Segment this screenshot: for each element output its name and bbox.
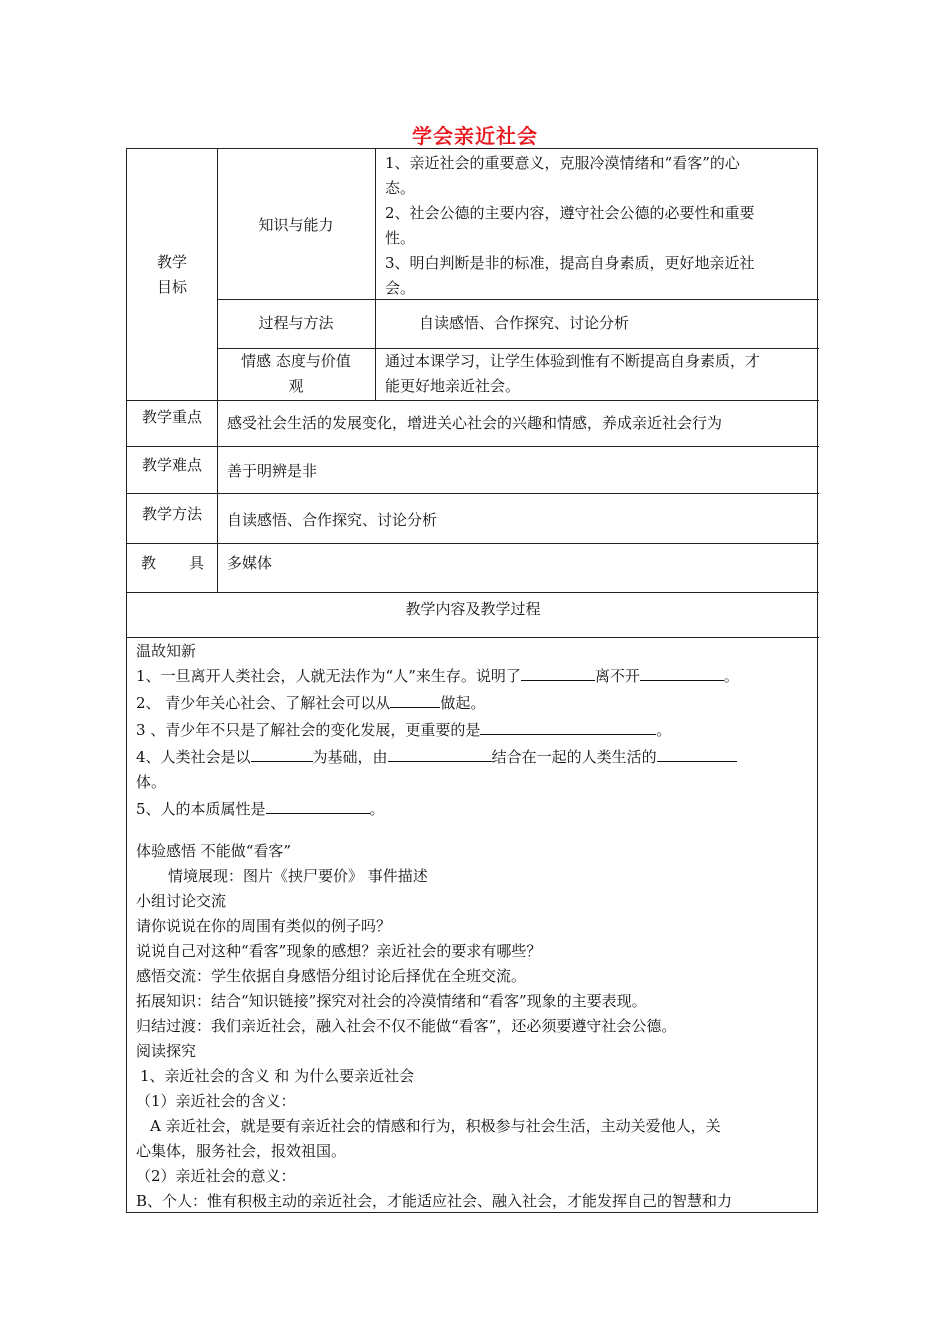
row-divider — [127, 592, 819, 593]
method-content: 自读感悟、合作探究、讨论分析 — [227, 511, 438, 529]
review-section — [136, 639, 739, 822]
fill-blank[interactable] — [388, 745, 492, 762]
fill-blank[interactable] — [640, 664, 724, 681]
objectives-label: 教学 目标 — [156, 253, 187, 296]
review-question-4: 4、人类社会是以 为基础，由 结合在一起的人类生活的 — [136, 745, 739, 770]
fill-blank[interactable] — [480, 718, 656, 735]
reading-sub-1: （1）亲近社会的含义： — [136, 1092, 296, 1110]
tools-content: 多媒体 — [227, 554, 273, 572]
reading-b-line-1: B、个人：惟有积极主动的亲近社会，才能适应社会、融入社会，才能发挥自己的智慧和力 — [136, 1192, 733, 1210]
row-divider — [127, 543, 819, 544]
difficulty-label: 教学难点 — [141, 456, 202, 474]
key-point-content: 感受社会生活的发展变化，增进关心社会的兴趣和情感，养成亲近社会行为 — [227, 414, 723, 432]
process-header: 教学内容及教学过程 — [405, 600, 541, 618]
experience-extend: 拓展知识：结合“知识链接”探究对社会的冷漠情绪和“看客”现象的主要表现。 — [136, 992, 647, 1010]
fill-blank[interactable] — [266, 797, 370, 814]
tools-label-left: 教 — [141, 554, 157, 572]
lesson-plan-table — [126, 148, 818, 1213]
fill-blank[interactable] — [521, 664, 595, 681]
experience-transition: 归结过渡：我们亲近社会，融入社会不仅不能做“看客”，还必须要遵守社会公德。 — [136, 1017, 677, 1035]
row-divider — [127, 446, 819, 447]
experience-ask-1: 请你说说在你的周围有类似的例子吗？ — [136, 917, 392, 935]
review-question-3: 3 、青少年不只是了解社会的变化发展，更重要的是 。 — [136, 718, 739, 743]
difficulty-content: 善于明辨是非 — [227, 462, 318, 480]
row-divider — [127, 637, 819, 638]
experience-share: 感悟交流：学生依据自身感悟分组讨论后择优在全班交流。 — [136, 967, 527, 985]
fill-blank[interactable] — [390, 691, 440, 708]
process-method-label: 过程与方法 — [258, 314, 334, 332]
review-question-2: 2、 青少年关心社会、了解社会可以从 做起。 — [136, 691, 739, 716]
reading-item-1: 1、亲近社会的含义 和 为什么要亲近社会 — [140, 1067, 415, 1085]
experience-ask-2: 说说自己对这种“看客”现象的感想？亲近社会的要求有哪些？ — [136, 942, 542, 960]
experience-heading: 体验感悟 不能做“看客” — [136, 842, 292, 860]
experience-scene: 情境展现：图片《挟尸要价》 事件描述 — [168, 867, 428, 885]
emotion-content: 通过本课学习，让学生体验到惟有不断提高自身素质，才 能更好地亲近社会。 — [385, 352, 761, 395]
key-point-label: 教学重点 — [141, 408, 202, 426]
row-divider — [127, 493, 819, 494]
reading-heading: 阅读探究 — [136, 1042, 197, 1060]
method-label: 教学方法 — [141, 505, 202, 523]
experience-group: 小组讨论交流 — [136, 892, 227, 910]
tools-label-right: 具 — [189, 554, 205, 572]
column-divider — [375, 149, 376, 400]
fill-blank[interactable] — [657, 745, 737, 762]
document-title: 学会亲近社会 — [412, 124, 538, 148]
experience-section — [136, 839, 732, 1214]
row-divider — [127, 400, 819, 401]
review-question-5: 5、人的本质属性是 。 — [136, 797, 739, 822]
emotion-label: 情感 态度与价值 观 — [241, 352, 351, 395]
reading-sub-2: （2）亲近社会的意义： — [136, 1167, 296, 1185]
review-question-1: 1、一旦离开人类社会，人就无法作为“人”来生存。说明了 离不开 。 — [136, 664, 739, 689]
reading-a-line-2: 心集体，服务社会，报效祖国。 — [136, 1142, 347, 1160]
knowledge-content: 1、亲近社会的重要意义，克服冷漠情绪和“看客”的心 态。 2、社会公德的主要内容，遵守社会公德的必要性和重要 性。 3、明白判断是非的标准，提高自身素质，更好地亲近社 会。 — [385, 154, 755, 297]
review-question-4-cont: 体。 — [136, 773, 167, 791]
knowledge-label: 知识与能力 — [258, 216, 334, 234]
process-method-content: 自读感悟、合作探究、讨论分析 — [419, 314, 630, 332]
fill-blank[interactable] — [251, 745, 313, 762]
review-heading: 温故知新 — [136, 642, 197, 660]
reading-a-line-1: A 亲近社会，就是要有亲近社会的情感和行为，积极参与社会生活，主动关爱他人，关 — [150, 1117, 721, 1135]
